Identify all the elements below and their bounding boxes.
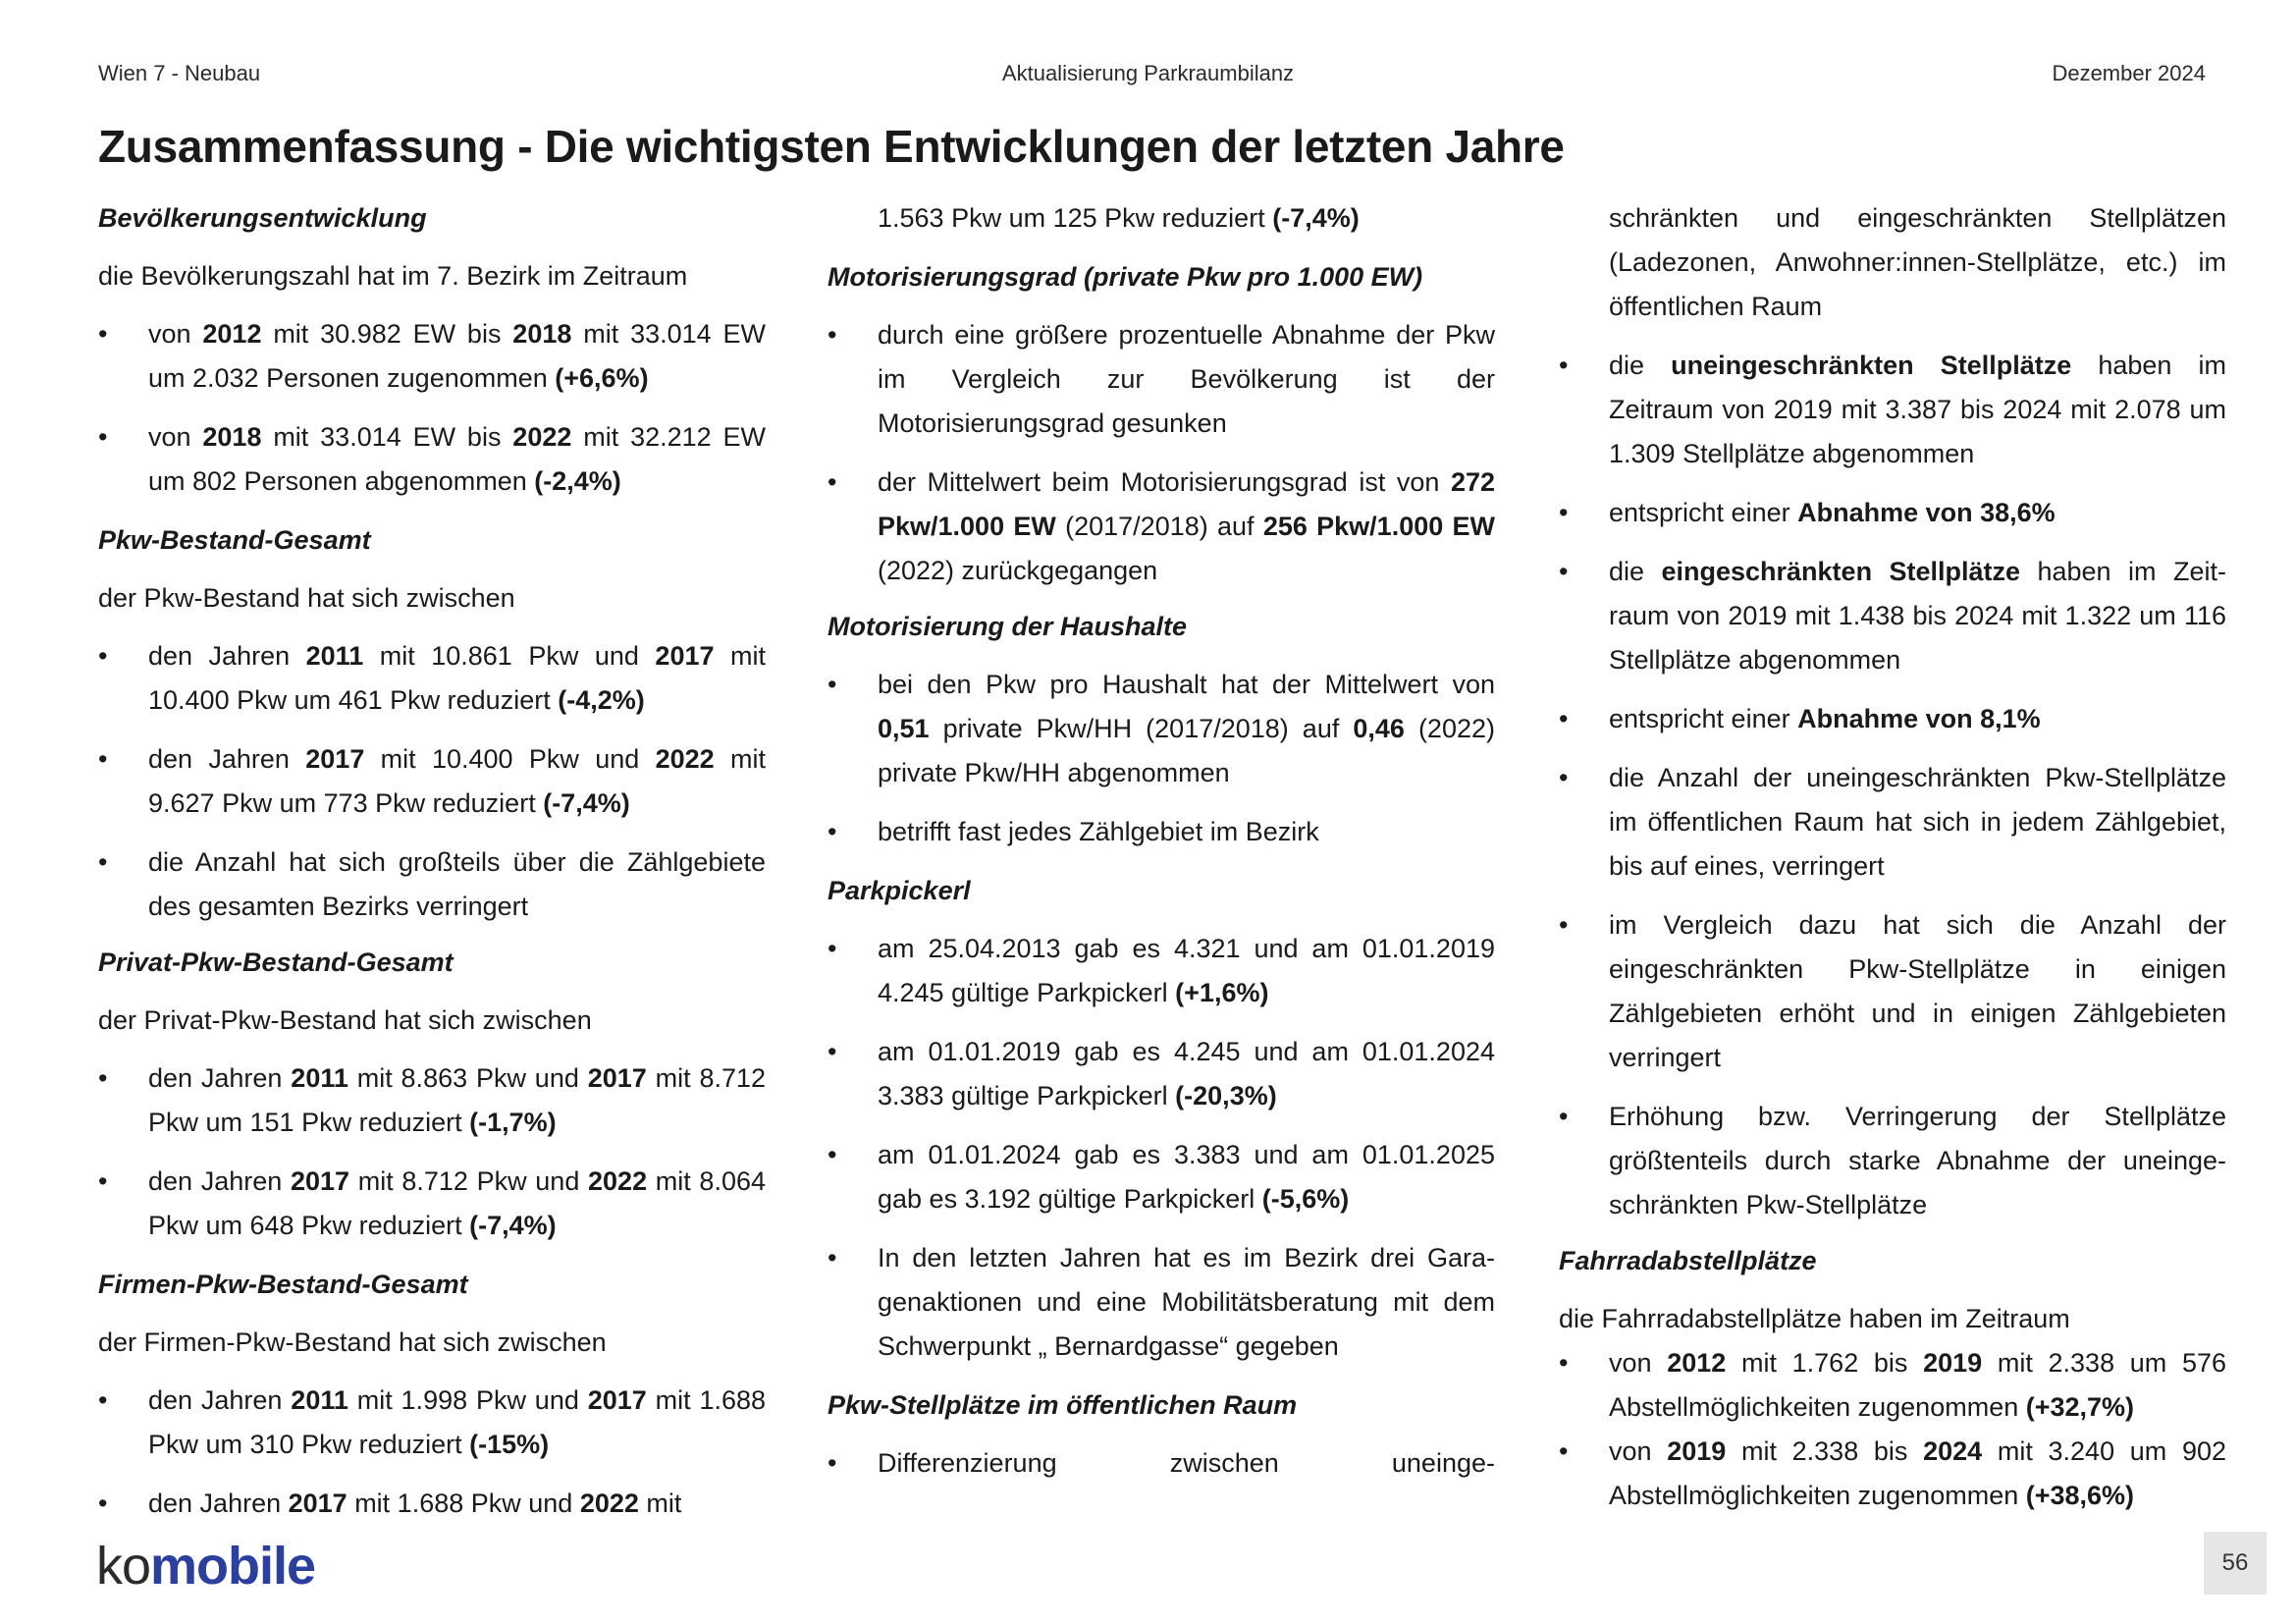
bullet-list	[98, 634, 766, 929]
bullet-list	[98, 1379, 766, 1526]
bullet-list	[1559, 1341, 2226, 1518]
list-item: • am 01.01.2019 gab es 4.245 und am 01.01.2024 3.383 gültige Parkpickerl (-20,3%)	[828, 1030, 1495, 1118]
section-intro: die Fahrradabstellplätze haben im Zeitraum	[1559, 1304, 2070, 1333]
section-intro: der Pkw-Bestand hat sich zwischen	[98, 583, 515, 613]
bullet-list	[98, 1056, 766, 1248]
list-item-continuation: schränkten und eingeschränkten Stellplätzen (Ladezonen, Anwohner:innen-Stellplätze, etc.) im öffentlichen Raum	[1609, 203, 2226, 321]
bullet-list	[828, 196, 1495, 241]
section-heading-parking-spaces: Pkw-Stellplätze im öffentlichen Raum	[828, 1390, 1298, 1420]
header-right: Dezember 2024	[2052, 61, 2206, 85]
list-item: • den Jahren 2011 mit 10.861 Pkw und 2017 mit 10.400 Pkw um 461 Pkw reduziert (-4,2%)	[98, 634, 766, 723]
bullet-list	[828, 313, 1495, 593]
list-item: • von 2019 mit 2.338 bis 2024 mit 3.240 um 902 Abstellmöglichkeiten zugenommen (+38,6%)	[1559, 1430, 2226, 1518]
column-3	[1559, 196, 2226, 1530]
list-item: • betrifft fast jedes Zählgebiet im Bezirk	[828, 810, 1495, 854]
bullet-list	[828, 927, 1495, 1369]
section-heading-private-pkw: Privat-Pkw-Bestand-Gesamt	[98, 947, 454, 977]
bullet-list	[1559, 196, 2226, 1227]
list-item: • von 2018 mit 33.014 EW bis 2022 mit 32.212 EW um 802 Personen abgenommen (-2,4%)	[98, 415, 766, 504]
list-item: • Differenzierung zwischen uneinge-	[828, 1441, 1495, 1486]
bullet-list	[98, 312, 766, 504]
list-item: • die Anzahl der uneingeschränkten Pkw-Stellplätze im öffentlichen Raum hat sich in jedem Zählgebiet, bis auf eines, verringert	[1559, 756, 2226, 889]
list-item: • den Jahren 2017 mit 8.712 Pkw und 2022 mit 8.064 Pkw um 648 Pkw reduziert (-7,4%)	[98, 1160, 766, 1248]
bullet-list	[828, 1441, 1495, 1486]
list-item: • entspricht einer Abnahme von 38,6%	[1559, 491, 2226, 535]
list-item: • den Jahren 2011 mit 8.863 Pkw und 2017 mit 8.712 Pkw um 151 Pkw reduziert (-1,7%)	[98, 1056, 766, 1145]
list-item: • den Jahren 2017 mit 10.400 Pkw und 2022 mit 9.627 Pkw um 773 Pkw reduziert (-7,4%)	[98, 737, 766, 826]
bullet-list	[828, 663, 1495, 854]
list-item: • am 01.01.2024 gab es 3.383 und am 01.01.2025 gab es 3.192 gültige Parkpickerl (-5,6%)	[828, 1133, 1495, 1221]
list-item: • Erhöhung bzw. Verringerung der Stellplätze größtenteils durch starke Abnahme der uneingeschränkten Pkw-Stellplätze	[1559, 1095, 2226, 1227]
list-item: • die eingeschränkten Stellplätze haben im Zeitraum von 2019 mit 1.438 bis 2024 mit 1.322 um 116 Stellplätze abgenommen	[1559, 550, 2226, 682]
section-intro: die Bevölkerungszahl hat im 7. Bezirk im Zeitraum	[98, 261, 688, 291]
section-intro: der Firmen-Pkw-Bestand hat sich zwischen	[98, 1327, 607, 1357]
list-item: • entspricht einer Abnahme von 8,1%	[1559, 697, 2226, 741]
section-heading-parkpickerl: Parkpickerl	[828, 876, 971, 905]
list-item: • die Anzahl hat sich großteils über die Zählgebiete des gesamten Bezirks verringert	[98, 840, 766, 929]
section-intro: der Privat-Pkw-Bestand hat sich zwischen	[98, 1005, 592, 1035]
section-heading-motorization-rate: Motorisierungsgrad (private Pkw pro 1.000 EW)	[828, 262, 1423, 292]
list-item: • der Mittelwert beim Motorisierungsgrad ist von 272 Pkw/1.000 EW (2017/2018) auf 256 Pkw/1.000 EW (2022) zurückgegangen	[828, 460, 1495, 593]
section-heading-company-pkw: Firmen-Pkw-Bestand-Gesamt	[98, 1270, 468, 1299]
list-item: • von 2012 mit 30.982 EW bis 2018 mit 33.014 EW um 2.032 Personen zugenommen (+6,6%)	[98, 312, 766, 401]
page-number: 56	[2204, 1532, 2267, 1595]
list-item: • am 25.04.2013 gab es 4.321 und am 01.01.2019 4.245 gültige Parkpickerl (+1,6%)	[828, 927, 1495, 1015]
list-item: • von 2012 mit 1.762 bis 2019 mit 2.338 um 576 Abstellmöglichkeiten zugenommen (+32,7%)	[1559, 1341, 2226, 1430]
section-heading-population: Bevölkerungsentwicklung	[98, 203, 427, 233]
list-item: • im Vergleich dazu hat sich die Anzahl der eingeschränkten Pkw-Stellplätze in einigen Zählgebieten erhöht und in einigen Zählgebieten verringert	[1559, 903, 2226, 1080]
komobile-logo: komobile	[96, 1537, 316, 1596]
section-heading-bicycle-parking: Fahrradabstellplätze	[1559, 1246, 1817, 1275]
page-title: Zusammenfassung - Die wichtigsten Entwicklungen der letzten Jahre	[98, 121, 1565, 172]
header-left: Wien 7 - Neubau	[98, 61, 261, 85]
section-heading-household-motorization: Motorisierung der Haushalte	[828, 612, 1188, 641]
column-2	[828, 196, 1495, 1500]
list-item: • bei den Pkw pro Haushalt hat der Mittelwert von 0,51 private Pkw/HH (2017/2018) auf 0,46 (2022) private Pkw/HH abgenommen	[828, 663, 1495, 795]
header-center: Aktualisierung Parkraumbilanz	[1001, 61, 1295, 85]
section-heading-pkw-total: Pkw-Bestand-Gesamt	[98, 525, 371, 555]
list-item: • den Jahren 2011 mit 1.998 Pkw und 2017 mit 1.688 Pkw um 310 Pkw reduziert (-15%)	[98, 1379, 766, 1467]
column-1	[98, 196, 766, 1541]
list-item-continuation: 1.563 Pkw um 125 Pkw reduziert (-7,4%)	[878, 203, 1360, 233]
list-item: • den Jahren 2017 mit 1.688 Pkw und 2022 mit	[98, 1482, 766, 1526]
list-item: • die uneingeschränkten Stellplätze haben im Zeitraum von 2019 mit 3.387 bis 2024 mit 2.078 um 1.309 Stellplätze abgenommen	[1559, 344, 2226, 476]
list-item: • durch eine größere prozentuelle Abnahme der Pkw im Vergleich zur Bevölkerung ist der Motorisierungsgrad gesunken	[828, 313, 1495, 446]
list-item: • In den letzten Jahren hat es im Bezirk drei Garagenaktionen und eine Mobilitätsberatung mit dem Schwerpunkt „ Bernardgasse“ gegeben	[828, 1236, 1495, 1369]
